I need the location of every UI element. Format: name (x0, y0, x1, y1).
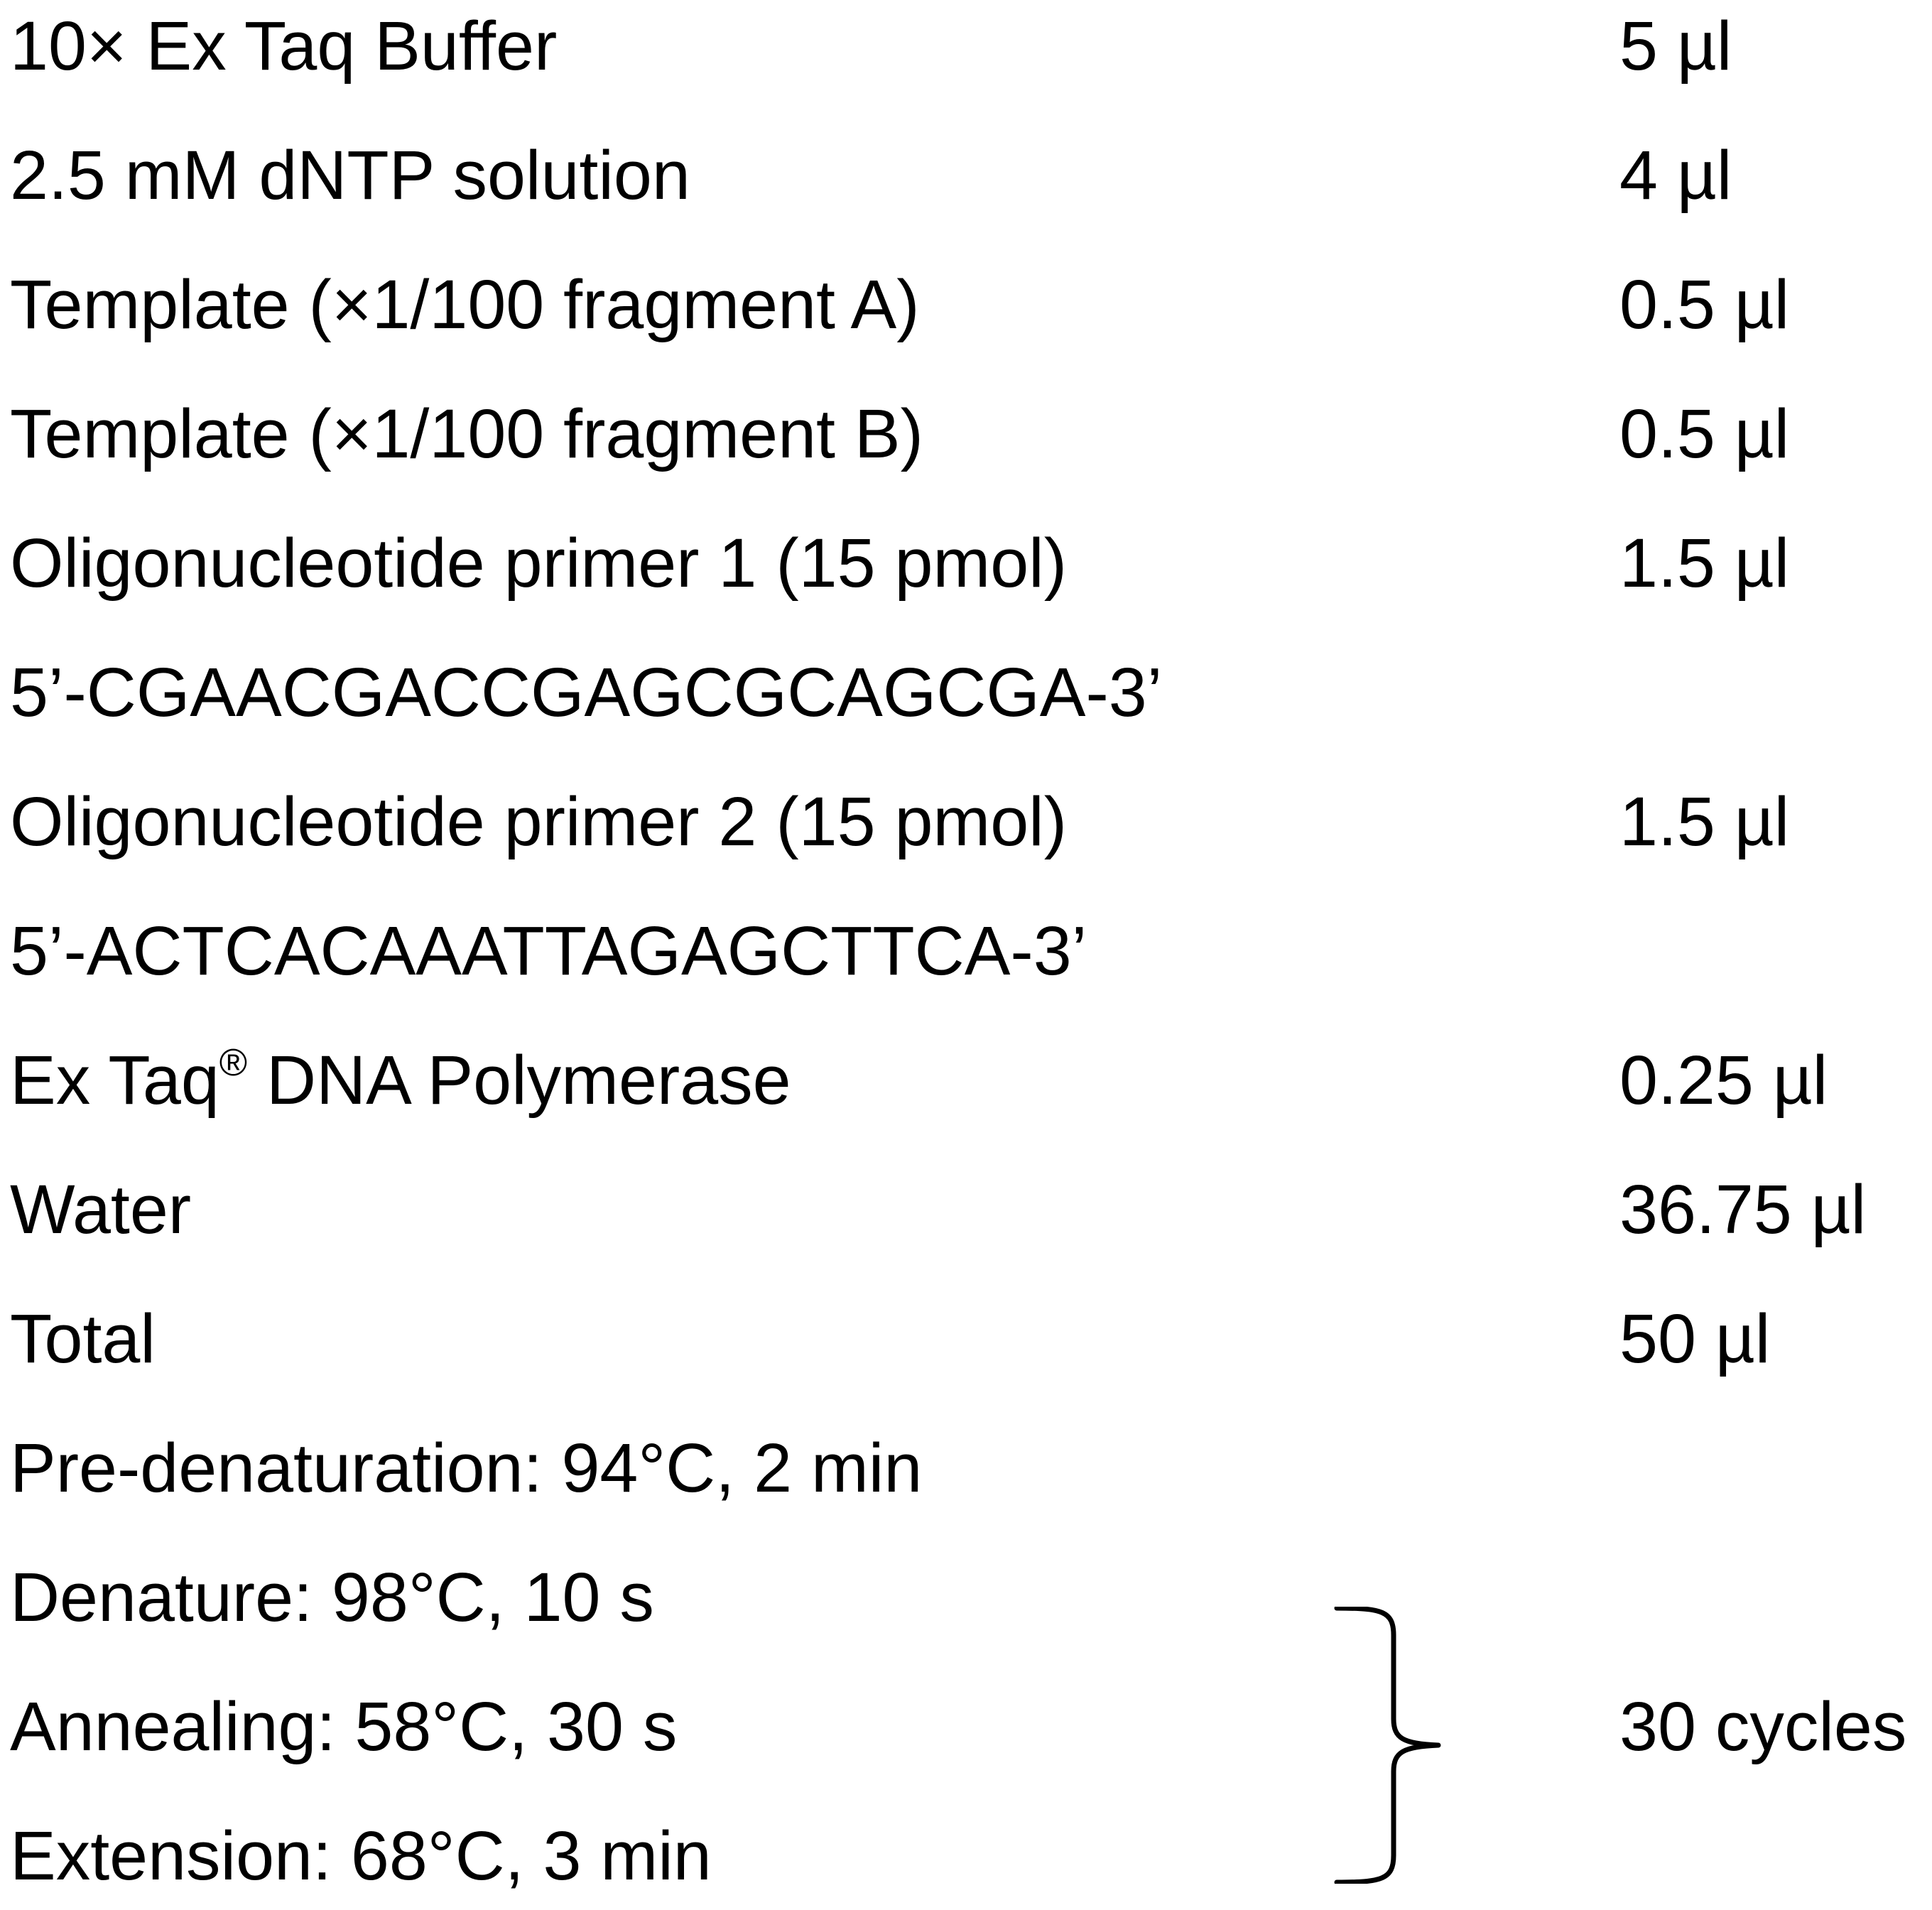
program-denature: Denature: 98°C, 10 s (10, 1558, 654, 1636)
reagent-row-dntp-amount: 4 µl (1619, 136, 1732, 214)
reagent-row-template-a-label: Template (×1/100 fragment A) (10, 266, 920, 343)
reagent-row-total-label: Total (10, 1300, 156, 1377)
reagent-row-buffer-label: 10× Ex Taq Buffer (10, 7, 558, 85)
reagent-row-buffer-amount: 5 µl (1619, 7, 1732, 85)
reagent-row-polymerase-label (10, 1041, 791, 1119)
reagent-row-water-amount: 36.75 µl (1619, 1171, 1867, 1248)
program-predenaturation: Pre-denaturation: 94°C, 2 min (10, 1429, 923, 1507)
reagent-row-template-b-label: Template (×1/100 fragment B) (10, 395, 923, 472)
reagent-row-dntp-label: 2.5 mM dNTP solution (10, 136, 690, 214)
registered-mark: ® (219, 1042, 248, 1084)
reagent-row-water-label: Water (10, 1171, 192, 1248)
polymerase-suffix: DNA Polymerase (247, 1041, 791, 1119)
program-extension: Extension: 68°C, 3 min (10, 1817, 712, 1894)
reagent-row-primer2-label: Oligonucleotide primer 2 (15 pmol) (10, 783, 1068, 860)
polymerase-name: Ex Taq (10, 1041, 219, 1119)
program-cycles: 30 cycles (1619, 1688, 1907, 1765)
reagent-row-total-amount: 50 µl (1619, 1300, 1771, 1377)
reagent-row-primer1-amount: 1.5 µl (1619, 524, 1790, 602)
program-annealing: Annealing: 58°C, 30 s (10, 1688, 678, 1765)
cycle-brace-icon (1328, 1607, 1456, 1884)
primer1-sequence: 5’-CGAACGACCGAGCGCAGCGA-3’ (10, 653, 1163, 731)
primer2-sequence: 5’-ACTCACAAATTAGAGCTTCA-3’ (10, 912, 1087, 989)
reagent-row-template-b-amount: 0.5 µl (1619, 395, 1790, 472)
reagent-row-polymerase-amount: 0.25 µl (1619, 1041, 1828, 1119)
reagent-row-primer1-label: Oligonucleotide primer 1 (15 pmol) (10, 524, 1068, 602)
reagent-row-template-a-amount: 0.5 µl (1619, 266, 1790, 343)
reagent-row-primer2-amount: 1.5 µl (1619, 783, 1790, 860)
